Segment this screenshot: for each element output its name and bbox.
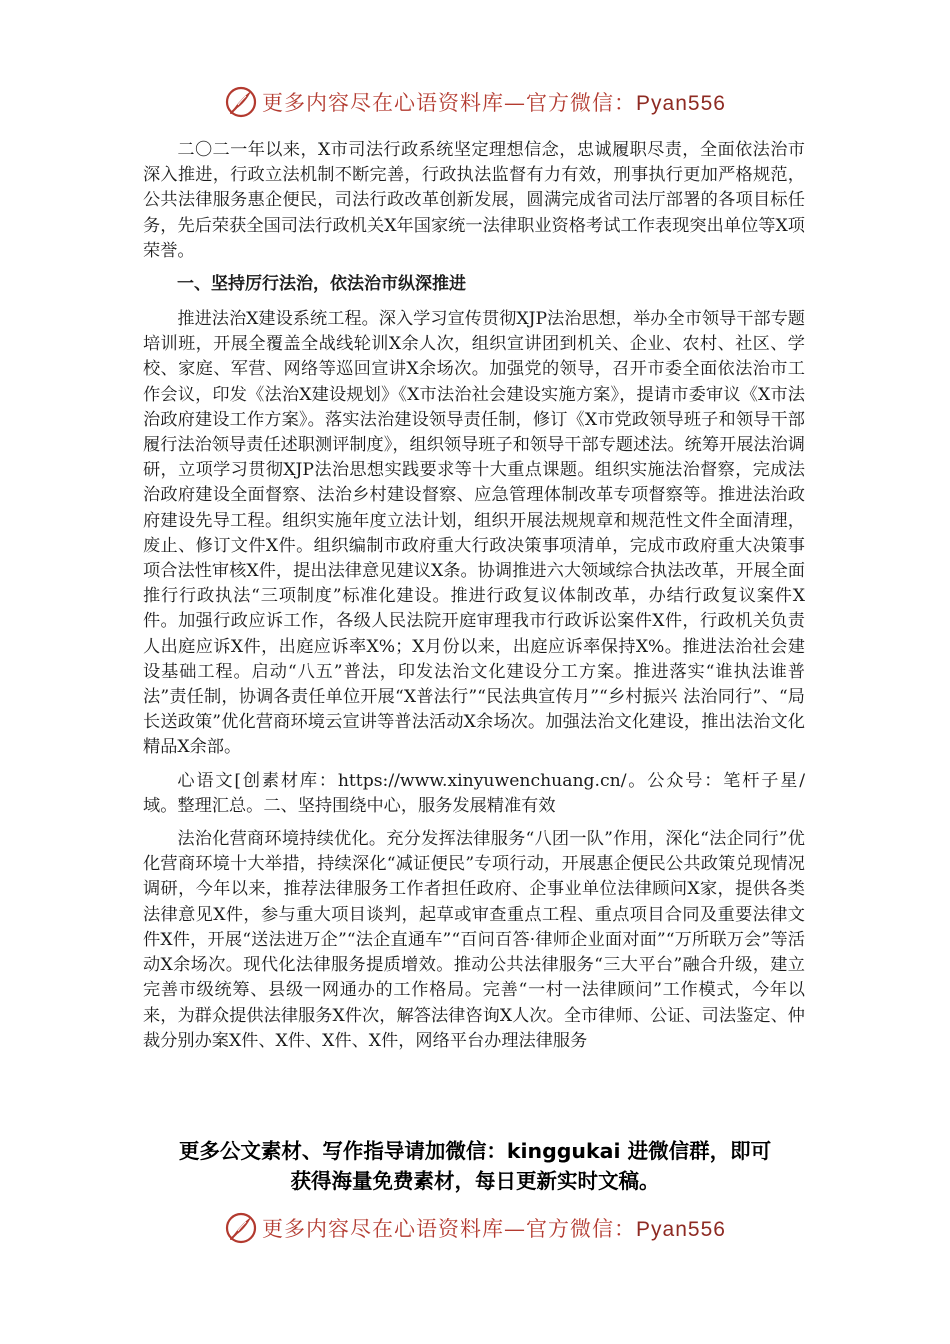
source-note-paragraph: 心语文[创素材库：https://www.xinyuwenchuang.cn/。公众号：笔杆子星/域。整理汇总。二、坚持围绕中心，服务发展精准有效: [143, 770, 805, 816]
section2-paragraph: 法治化营商环境持续优化。充分发挥法律服务“八团一队”作用，深化“法企同行”优化营商环境十大举措，持续深化“减证便民”专项行动，开展惠企便民公共政策兑现情况调研，今年以来，推荐法律服务工作者担任政府、企事业单位法律顾问X家，提供各类法律意见X件，参与重大项目谈判，起草或审查重点工程、重点项目合同及重要法律文件X件，开展“送法进万企”“法企直通车”“百问百答·律师企业面对面”“万所联万会”等活动X余场次。现代化法律服务提质增效。推动公共法律服务“三大平台”融合升级，建立完善市级统筹、县级一网通办的工作格局。完善“一村一法律顾问”工作模式，今年以来，为群众提供法律服务X件次，解答法律咨询X人次。全市律师、公证、司法鉴定、仲裁分别办案X件、X件、X件、X件，网络平台办理法律服务: [143, 829, 805, 1051]
banner-wechat-id: Pyan556: [636, 1218, 726, 1241]
banner-text: [262, 1213, 726, 1243]
quill-pen-logo-icon: [224, 1211, 258, 1245]
intro-paragraph: 二〇二一年以来，X市司法行政系统坚定理想信念，忠诚履职尽责，全面依法治市深入推进，行政立法机制不断完善，行政执法监督有力有效，刑事执行更加严格规范，公共法律服务惠企便民，司法行政改革创新发展，圆满完成省司法厅部署的各项目标任务，先后荣获全国司法行政机关X年国家统一法律职业资格考试工作表现突出单位等X项荣誉。: [143, 140, 805, 261]
footer-banner: [0, 1208, 950, 1248]
promo-line-1: 更多公文素材、写作指导请加微信：kinggukai 进微信群，即可: [178, 1139, 772, 1163]
banner-label: 更多内容尽在心语资料库—官方微信：: [262, 91, 637, 115]
section1-heading: 一、坚持厉行法治，依法治市纵深推进: [177, 274, 466, 295]
section1-paragraph: 推进法治X建设系统工程。深入学习宣传贯彻XJP法治思想，举办全市领导干部专题培训班，开展全覆盖全战线轮训X余人次，组织宣讲团到机关、企业、农村、社区、学校、家庭、军营、网络等巡回宣讲X余场次。加强党的领导，召开市委全面依法治市工作会议，印发《法治X建设规划》《X市法治社会建设实施方案》，提请市委审议《X市法治政府建设工作方案》。落实法治建设领导责任制，修订《X市党政领导班子和领导干部履行法治领导责任述职测评制度》，组织领导班子和领导干部专题述法。统筹开展法治调研，立项学习贯彻XJP法治思想实践要求等十大重点课题。组织实施法治督察，完成法治政府建设全面督察、法治乡村建设督察、应急管理体制改革专项督察等。推进法治政府建设先导工程。组织实施年度立法计划，组织开展法规规章和规范性文件全面清理，废止、修订文件X件。组织编制市政府重大行政决策事项清单，完成市政府重大决策事项合法性审核X件，提出法律意见建议X条。协调推进六大领域综合执法改革，开展全面推行行政执法“三项制度”标准化建设。推进行政复议体制改革，办结行政复议案件X件。加强行政应诉工作，各级人民法院开庭审理我市行政诉讼案件X件，行政机关负责人出庭应诉X件，出庭应诉率X%；X月份以来，出庭应诉率保持X%。推进法治社会建设基础工程。启动“八五”普法，印发法治文化建设分工方案。推进落实“谁执法谁普法”责任制，协调各责任单位开展“X普法行”“民法典宣传月”“乡村振兴 法治同行”、“局长送政策”优化营商环境云宣讲等普法活动X余场次。加强法治文化建设，推出法治文化精品X余部。: [143, 309, 805, 758]
promo-notice: [0, 1136, 950, 1196]
promo-line-2: 获得海量免费素材，每日更新实时文稿。: [290, 1169, 660, 1193]
banner-label: 更多内容尽在心语资料库—官方微信：: [262, 1217, 637, 1241]
banner-wechat-id: Pyan556: [636, 92, 726, 115]
document-body: [143, 138, 805, 1062]
